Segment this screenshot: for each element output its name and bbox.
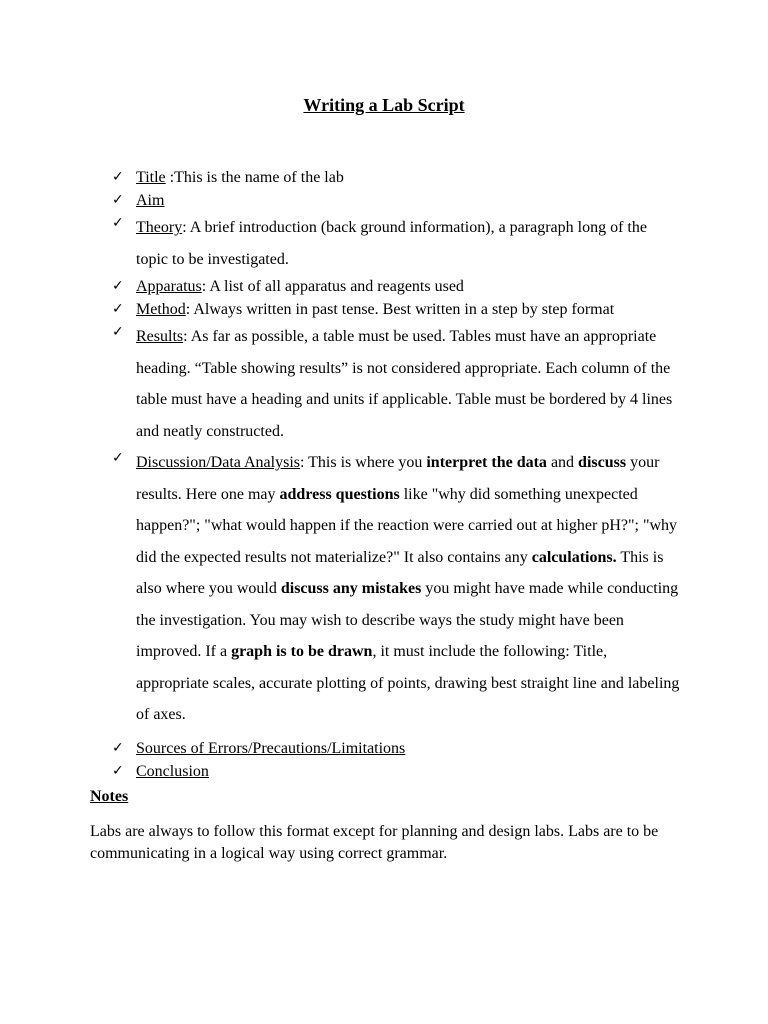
item-term: Conclusion bbox=[136, 762, 209, 780]
check-icon: ✓ bbox=[112, 739, 124, 756]
list-item-aim bbox=[112, 189, 682, 212]
item-text: you might have made while conducting the investigation. You may wish to describe ways the study might have been improved. If a bbox=[136, 580, 679, 660]
notes-paragraph: Labs are always to follow this format except for planning and design labs. Labs are to be communicating in a logical way using correct grammar. bbox=[90, 823, 659, 862]
item-term: Method bbox=[136, 301, 186, 318]
item-text: :This is the name of the lab bbox=[165, 169, 344, 186]
item-term: Apparatus bbox=[136, 278, 202, 295]
list-item-title bbox=[112, 166, 682, 189]
item-text: This is also where you would bbox=[136, 548, 664, 597]
bold-text: discuss any mistakes bbox=[280, 580, 422, 597]
list-item-apparatus bbox=[112, 275, 682, 298]
item-term: Theory bbox=[136, 219, 183, 236]
check-icon: ✓ bbox=[112, 192, 124, 208]
item-text: like "why did something unexpected happen?"; "what would happen if the reaction were carried out at higher pH?"; "why did the expected results not materialize?" It also contains any bbox=[136, 485, 678, 566]
item-text: : Always written in past tense. Best written in a step by step format bbox=[185, 301, 615, 318]
item-term: Results bbox=[136, 328, 184, 345]
check-icon: ✓ bbox=[112, 215, 124, 231]
bold-text: address questions bbox=[279, 485, 400, 503]
item-term: Discussion/Data Analysis bbox=[136, 454, 300, 471]
check-icon: ✓ bbox=[112, 324, 124, 340]
item-text: and bbox=[546, 454, 579, 471]
page-title: Writing a Lab Script bbox=[303, 95, 465, 115]
list-item-method bbox=[112, 298, 682, 321]
check-icon: ✓ bbox=[112, 278, 124, 294]
list-item-results bbox=[112, 321, 682, 447]
check-icon: ✓ bbox=[112, 450, 124, 466]
item-term: Title bbox=[136, 169, 166, 186]
bold-text: calculations. bbox=[531, 548, 617, 566]
item-text: , it must include the following: Title, appropriate scales, accurate plotting of points, drawing best straight line and labeling of axes. bbox=[136, 643, 680, 723]
check-icon: ✓ bbox=[112, 169, 124, 185]
check-icon: ✓ bbox=[112, 301, 124, 317]
list-item-theory bbox=[112, 212, 682, 275]
item-text: : This is where you bbox=[300, 454, 427, 471]
bold-text: discuss bbox=[578, 454, 627, 471]
bold-text: interpret the data bbox=[426, 454, 547, 471]
check-icon: ✓ bbox=[112, 762, 124, 779]
bold-text: graph is to be drawn bbox=[231, 643, 373, 660]
item-text: : A list of all apparatus and reagents used bbox=[201, 278, 464, 295]
item-text: : A brief introduction (back ground information), a paragraph long of the topic to be investigated. bbox=[136, 219, 647, 268]
item-term: Sources of Errors/Precautions/Limitations bbox=[136, 739, 406, 757]
item-term: Aim bbox=[136, 192, 165, 209]
item-text: : As far as possible, a table must be used. Tables must have an appropriate heading. “Table showing results” is not considered appropriate. Each column of the table must have a heading and units if applicable. Table must be bordered by 4 lines and neatly constructed. bbox=[136, 328, 673, 440]
checklist bbox=[112, 166, 682, 783]
list-item-discussion bbox=[112, 447, 682, 731]
item-text: your results. Here one may bbox=[136, 454, 660, 503]
list-item-conclusion bbox=[112, 760, 682, 783]
notes-heading: Notes bbox=[90, 788, 129, 805]
list-item-sources-of-errors bbox=[112, 737, 682, 760]
